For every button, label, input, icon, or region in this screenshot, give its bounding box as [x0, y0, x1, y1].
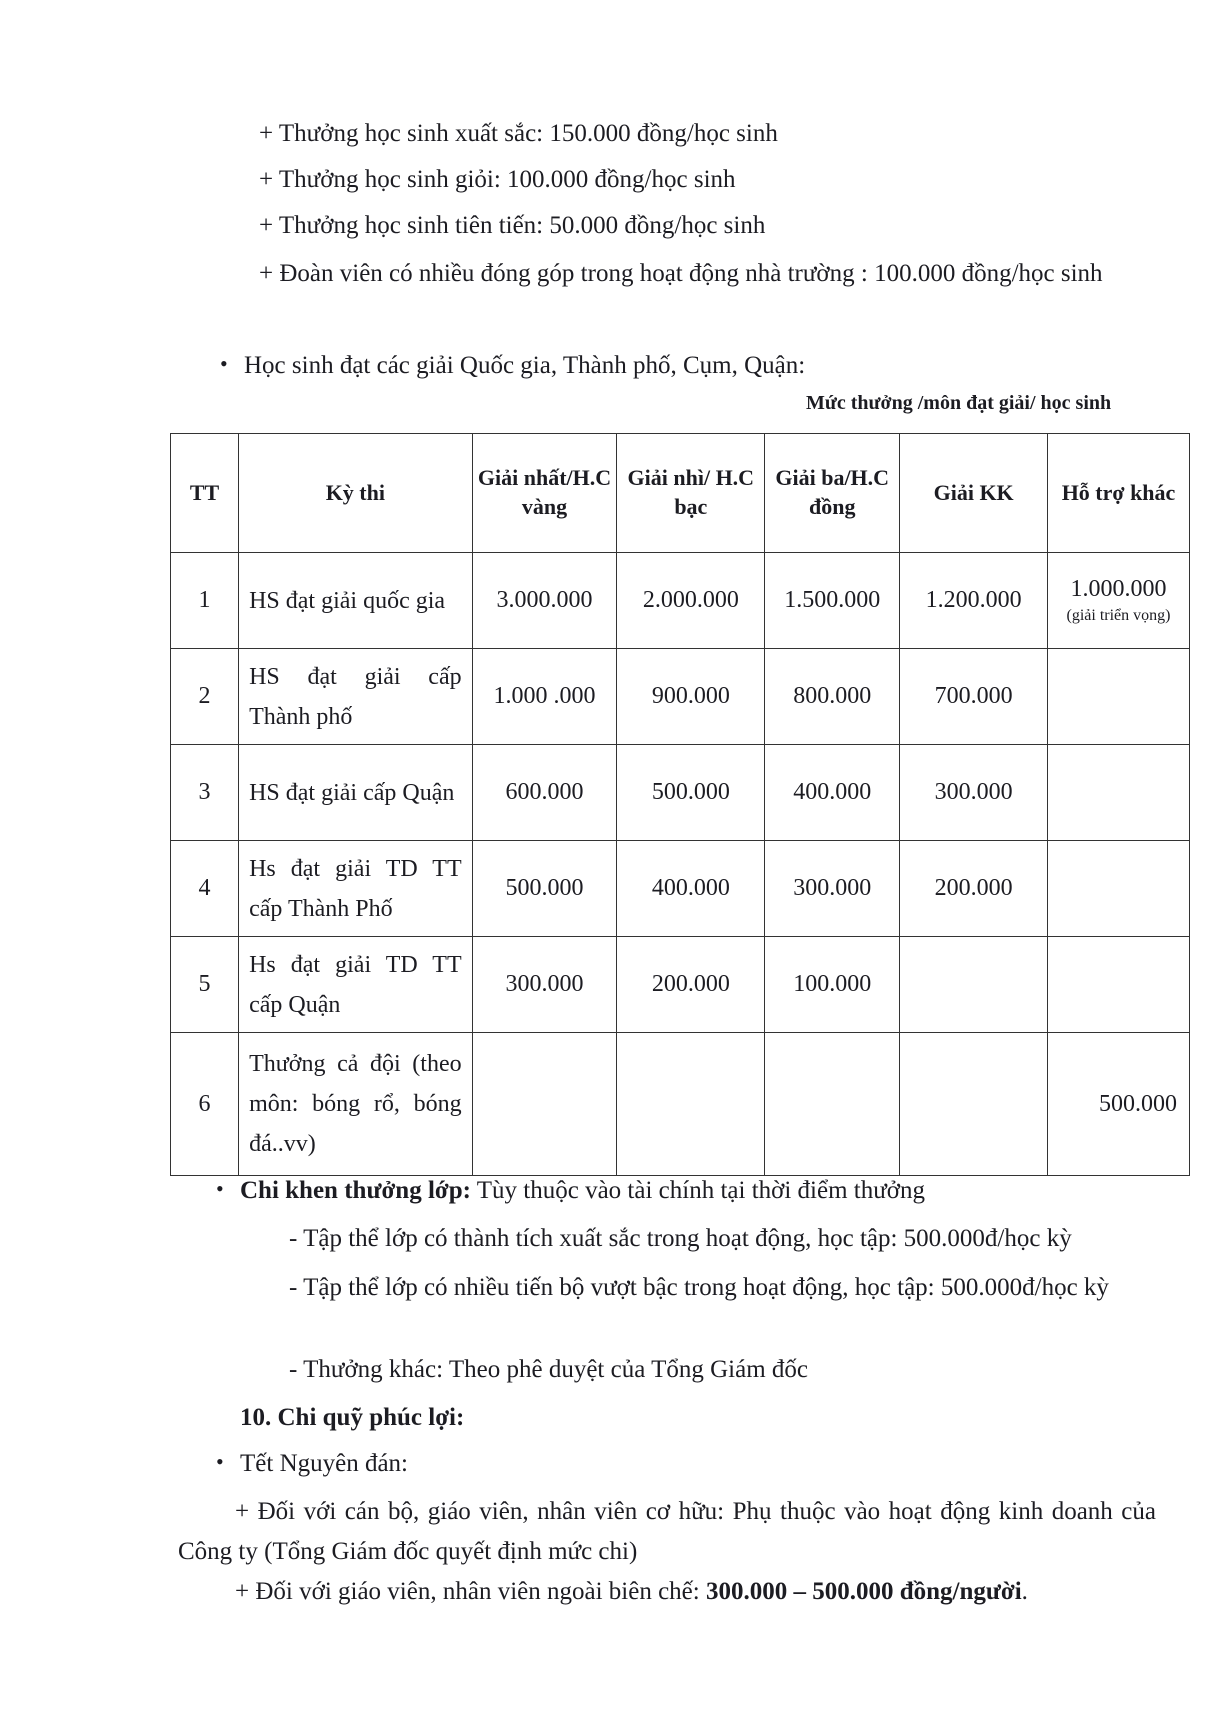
row-exam-name: Hs đạt giải TD TT cấp Quận: [239, 937, 473, 1033]
cell-third: [765, 1033, 900, 1176]
header-third: Giải ba/H.C đồng: [765, 434, 900, 553]
table-row: [171, 649, 1190, 745]
cell-other-value: 1.000.000: [1070, 576, 1167, 602]
welfare-item-contract-text: + Đối với giáo viên, nhân viên ngoài biên chế:: [235, 1578, 706, 1605]
table-row: [171, 841, 1190, 937]
cell-second: 200.000: [617, 937, 765, 1033]
cell-second: 900.000: [617, 649, 765, 745]
row-exam-name: HS đạt giải quốc gia: [239, 553, 473, 649]
row-exam-name: HS đạt giải cấp Quận: [239, 745, 473, 841]
class-reward-label: Chi khen thưởng lớp:: [240, 1177, 471, 1204]
cell-kk: [900, 1033, 1048, 1176]
cell-third: 1.500.000: [765, 553, 900, 649]
cell-second: 2.000.000: [617, 553, 765, 649]
row-number: 5: [171, 937, 239, 1033]
row-exam-name: Thưởng cả đội (theo môn: bóng rổ, bóng đá..vv): [239, 1033, 473, 1176]
cell-other: [1048, 553, 1190, 649]
reward-good: + Thưởng học sinh giỏi: 100.000 đồng/học sinh: [259, 166, 736, 193]
cell-other: 500.000: [1048, 1033, 1190, 1176]
welfare-item-contract-end: .: [1021, 1578, 1028, 1605]
section-10-heading: 10. Chi quỹ phúc lợi:: [240, 1404, 465, 1431]
cell-first: [472, 1033, 617, 1176]
row-number: 2: [171, 649, 239, 745]
cell-third: 300.000: [765, 841, 900, 937]
cell-first: 300.000: [472, 937, 617, 1033]
reward-advanced: + Thưởng học sinh tiên tiến: 50.000 đồng/học sinh: [259, 212, 766, 239]
row-number: 6: [171, 1033, 239, 1176]
header-kk: Giải KK: [900, 434, 1048, 553]
row-exam-name: HS đạt giải cấp Thành phố: [239, 649, 473, 745]
class-reward-text: Tùy thuộc vào tài chính tại thời điểm thưởng: [470, 1177, 926, 1204]
cell-other: [1048, 841, 1190, 937]
cell-other: [1048, 745, 1190, 841]
table-row: [171, 745, 1190, 841]
cell-kk: 700.000: [900, 649, 1048, 745]
header-tt: TT: [171, 434, 239, 553]
welfare-item-contract-amount: 300.000 – 500.000 đồng/người: [705, 1578, 1022, 1605]
cell-kk: 200.000: [900, 841, 1048, 937]
cell-second: 500.000: [617, 745, 765, 841]
header-other: Hỗ trợ khác: [1048, 434, 1190, 553]
welfare-item-contract: [235, 1574, 1028, 1610]
class-reward-item-2: - Tập thể lớp có nhiều tiến bộ vượt bậc trong hoạt động, học tập: 500.000đ/học kỳ: [289, 1274, 1109, 1301]
cell-second: [617, 1033, 765, 1176]
row-number: 4: [171, 841, 239, 937]
cell-kk: 1.200.000: [900, 553, 1048, 649]
row-exam-name: Hs đạt giải TD TT cấp Thành Phố: [239, 841, 473, 937]
cell-first: 600.000: [472, 745, 617, 841]
award-table: [170, 433, 1190, 1176]
table-caption: Mức thưởng /môn đạt giải/ học sinh: [806, 392, 1112, 414]
table-header-row: [171, 434, 1190, 553]
cell-kk: [900, 937, 1048, 1033]
cell-other: [1048, 649, 1190, 745]
header-first: Giải nhất/H.C vàng: [472, 434, 617, 553]
cell-other-note: (giải triển vọng): [1066, 607, 1171, 624]
class-reward-bullet: [240, 1173, 925, 1209]
welfare-item-permanent: + Đối với cán bộ, giáo viên, nhân viên cơ hữu: Phụ thuộc vào hoạt động kinh doanh của Công ty (Tổng Giám đốc quyết định mức chi): [178, 1498, 1156, 1565]
cell-third: 800.000: [765, 649, 900, 745]
reward-union-member: + Đoàn viên có nhiều đóng góp trong hoạt động nhà trường : 100.000 đồng/học sinh: [259, 260, 1103, 287]
row-number: 1: [171, 553, 239, 649]
header-second: Giải nhì/ H.C bạc: [617, 434, 765, 553]
class-reward-item-3: - Thưởng khác: Theo phê duyệt của Tổng Giám đốc: [289, 1356, 809, 1383]
cell-third: 100.000: [765, 937, 900, 1033]
cell-first: 1.000 .000: [472, 649, 617, 745]
cell-kk: 300.000: [900, 745, 1048, 841]
awards-bullet: • Học sinh đạt các giải Quốc gia, Thành phố, Cụm, Quận:: [244, 348, 805, 384]
reward-excellent: + Thưởng học sinh xuất sắc: 150.000 đồng/học sinh: [259, 120, 778, 147]
table-row: [171, 1033, 1190, 1176]
cell-other: [1048, 937, 1190, 1033]
cell-first: 500.000: [472, 841, 617, 937]
cell-second: 400.000: [617, 841, 765, 937]
cell-third: 400.000: [765, 745, 900, 841]
cell-first: 3.000.000: [472, 553, 617, 649]
tet-bullet: • Tết Nguyên đán:: [240, 1446, 408, 1482]
header-exam: Kỳ thi: [239, 434, 473, 553]
class-reward-item-1: - Tập thể lớp có thành tích xuất sắc trong hoạt động, học tập: 500.000đ/học kỳ: [289, 1225, 1072, 1252]
table-row: [171, 553, 1190, 649]
row-number: 3: [171, 745, 239, 841]
table-row: [171, 937, 1190, 1033]
